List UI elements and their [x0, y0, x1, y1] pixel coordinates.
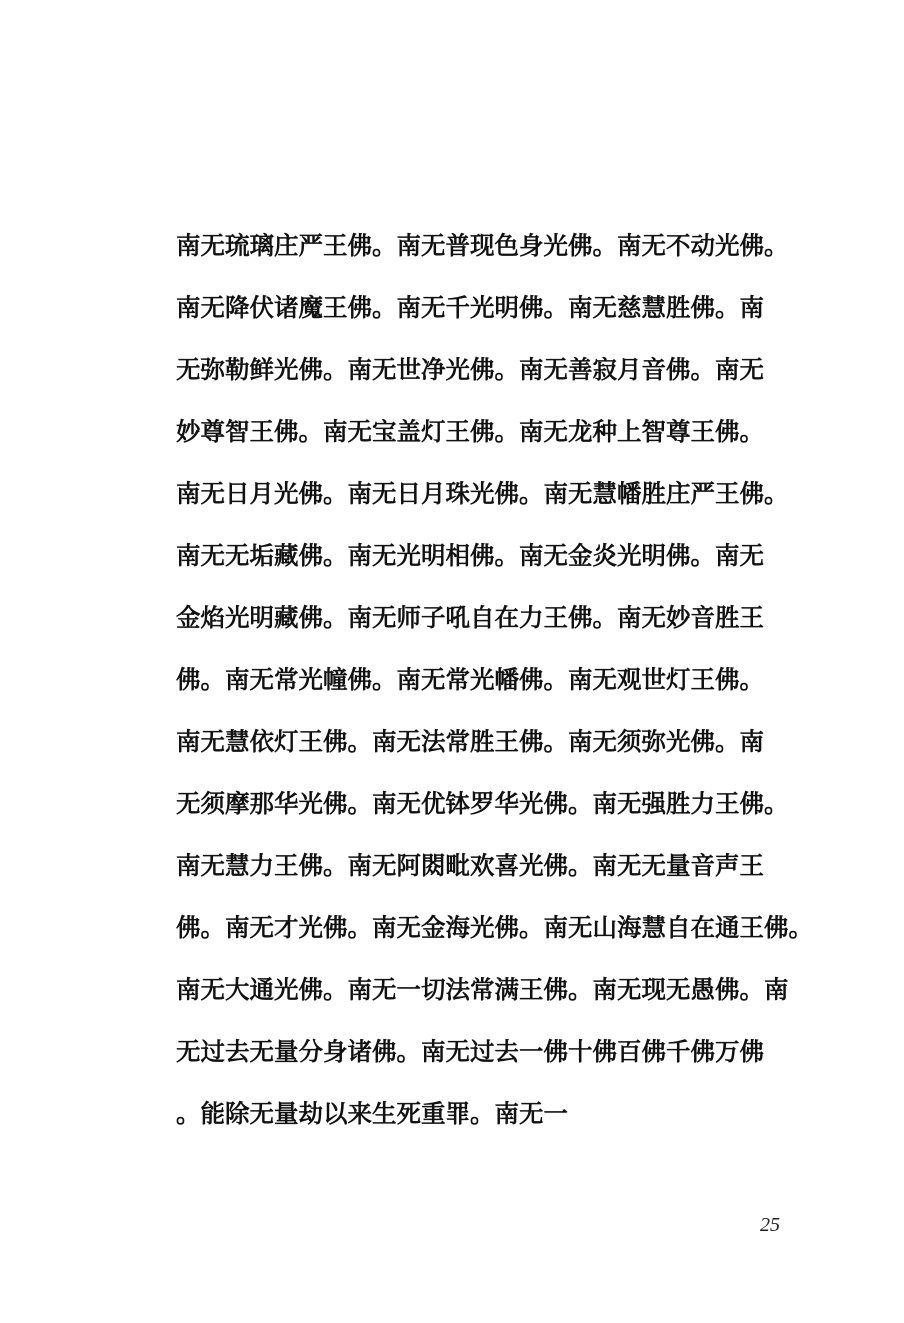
- text-line: 金焰光明藏佛。南无师子吼自在力王佛。南无妙音胜王: [176, 603, 764, 632]
- text-body: [176, 226, 813, 1156]
- text-line: 南无琉璃庄严王佛。南无普现色身光佛。南无不动光佛。: [176, 231, 789, 260]
- text-line: 无弥勒鲜光佛。南无世净光佛。南无善寂月音佛。南无: [176, 355, 764, 384]
- text-line: 佛。南无常光幢佛。南无常光幡佛。南无观世灯王佛。: [176, 665, 764, 694]
- text-line: 南无慧力王佛。南无阿閦毗欢喜光佛。南无无量音声王: [176, 851, 764, 880]
- text-line: 南无无垢藏佛。南无光明相佛。南无金炎光明佛。南无: [176, 541, 764, 570]
- text-line: 无过去无量分身诸佛。南无过去一佛十佛百佛千佛万佛: [176, 1037, 764, 1066]
- text-line: 南无日月光佛。南无日月珠光佛。南无慧幡胜庄严王佛。: [176, 479, 789, 508]
- page-number: 25: [760, 1214, 780, 1236]
- text-line: 佛。南无才光佛。南无金海光佛。南无山海慧自在通王佛。: [176, 913, 813, 942]
- text-line: 。能除无量劫以来生死重罪。南无一: [176, 1099, 568, 1128]
- text-line: 南无大通光佛。南无一切法常满王佛。南无现无愚佛。南: [176, 975, 789, 1004]
- text-line: 妙尊智王佛。南无宝盖灯王佛。南无龙种上智尊王佛。: [176, 417, 764, 446]
- text-line: 南无降伏诸魔王佛。南无千光明佛。南无慈慧胜佛。南: [176, 293, 764, 322]
- text-line: 南无慧依灯王佛。南无法常胜王佛。南无须弥光佛。南: [176, 727, 764, 756]
- text-line: 无须摩那华光佛。南无优钵罗华光佛。南无强胜力王佛。: [176, 789, 789, 818]
